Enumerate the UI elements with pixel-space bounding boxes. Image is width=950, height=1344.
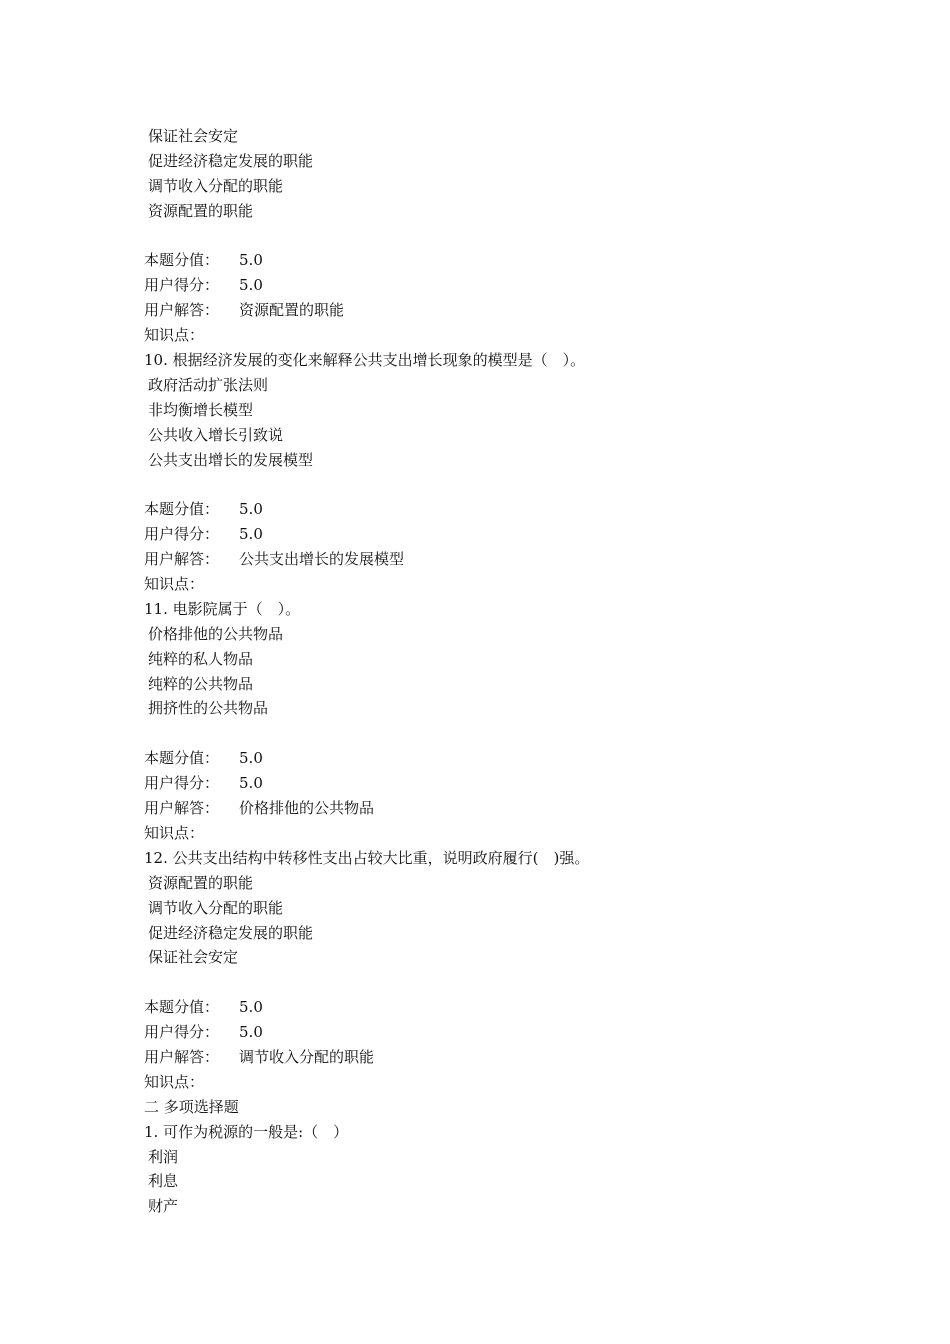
score-value: 5.0 bbox=[239, 749, 263, 768]
user-answer-row bbox=[144, 298, 844, 323]
user-score-label: 用户得分： bbox=[144, 774, 220, 793]
question-title: 12. 公共支出结构中转移性支出占较大比重，说明政府履行( )强。 bbox=[144, 848, 590, 867]
option: 利润 bbox=[148, 1147, 179, 1166]
user-answer-row bbox=[144, 547, 844, 572]
user-answer-value: 调节收入分配的职能 bbox=[239, 1047, 375, 1066]
spacer bbox=[144, 472, 844, 497]
user-score-value: 5.0 bbox=[239, 525, 263, 544]
option: 价格排他的公共物品 bbox=[148, 624, 284, 643]
user-answer-row bbox=[144, 1045, 844, 1070]
option: 拥挤性的公共物品 bbox=[148, 699, 269, 718]
score-label: 本题分值： bbox=[144, 749, 220, 768]
user-answer-value: 公共支出增长的发展模型 bbox=[239, 550, 405, 569]
knowledge-label: 知识点： bbox=[144, 575, 205, 594]
user-score-value: 5.0 bbox=[239, 276, 263, 295]
user-answer-label: 用户解答： bbox=[144, 1047, 220, 1066]
score-value: 5.0 bbox=[239, 500, 263, 519]
option: 纯粹的私人物品 bbox=[148, 649, 254, 668]
question-title: 11. 电影院属于（ ）。 bbox=[144, 599, 301, 618]
option: 纯粹的公共物品 bbox=[148, 674, 254, 693]
user-score-label: 用户得分： bbox=[144, 1023, 220, 1042]
option: 保证社会安定 bbox=[148, 127, 239, 145]
knowledge-label: 知识点： bbox=[144, 326, 205, 345]
option: 调节收入分配的职能 bbox=[148, 176, 284, 195]
user-score-row bbox=[144, 1020, 844, 1045]
score-label: 本题分值： bbox=[144, 251, 220, 270]
exam-document bbox=[144, 124, 844, 1219]
option: 公共支出增长的发展模型 bbox=[148, 450, 314, 469]
score-label: 本题分值： bbox=[144, 500, 220, 519]
user-score-label: 用户得分： bbox=[144, 525, 220, 544]
option: 调节收入分配的职能 bbox=[148, 898, 284, 917]
option: 促进经济稳定发展的职能 bbox=[148, 923, 314, 942]
score-label: 本题分值： bbox=[144, 998, 220, 1017]
option: 促进经济稳定发展的职能 bbox=[148, 151, 314, 170]
question-title: 1. 可作为税源的一般是:（ ） bbox=[144, 1122, 349, 1141]
user-score-row bbox=[144, 522, 844, 547]
option: 资源配置的职能 bbox=[148, 201, 254, 220]
user-answer-value: 价格排他的公共物品 bbox=[239, 799, 375, 818]
score-row bbox=[144, 497, 844, 522]
section-title: 二 多项选择题 bbox=[144, 1097, 239, 1116]
user-score-row bbox=[144, 771, 844, 796]
knowledge-label: 知识点： bbox=[144, 823, 205, 842]
option: 公共收入增长引致说 bbox=[148, 425, 284, 444]
user-score-label: 用户得分： bbox=[144, 276, 220, 295]
score-row bbox=[144, 746, 844, 771]
option: 财产 bbox=[148, 1197, 179, 1216]
option: 保证社会安定 bbox=[148, 948, 239, 967]
user-answer-row bbox=[144, 796, 844, 821]
user-answer-label: 用户解答： bbox=[144, 301, 220, 320]
user-score-value: 5.0 bbox=[239, 1023, 263, 1042]
user-answer-value: 资源配置的职能 bbox=[239, 301, 345, 320]
knowledge-label: 知识点： bbox=[144, 1072, 205, 1091]
spacer bbox=[144, 224, 844, 249]
option: 资源配置的职能 bbox=[148, 873, 254, 892]
score-value: 5.0 bbox=[239, 251, 263, 270]
option: 利息 bbox=[148, 1172, 179, 1191]
user-score-row bbox=[144, 273, 844, 298]
spacer bbox=[144, 721, 844, 746]
score-row bbox=[144, 248, 844, 273]
user-answer-label: 用户解答： bbox=[144, 550, 220, 569]
question-title: 10. 根据经济发展的变化来解释公共支出增长现象的模型是（ ）。 bbox=[144, 351, 586, 370]
option-list bbox=[144, 124, 844, 224]
user-answer-label: 用户解答： bbox=[144, 799, 220, 818]
score-row bbox=[144, 995, 844, 1020]
option: 非均衡增长模型 bbox=[148, 400, 254, 419]
user-score-value: 5.0 bbox=[239, 774, 263, 793]
score-value: 5.0 bbox=[239, 998, 263, 1017]
spacer bbox=[144, 970, 844, 995]
option: 政府活动扩张法则 bbox=[148, 375, 269, 394]
